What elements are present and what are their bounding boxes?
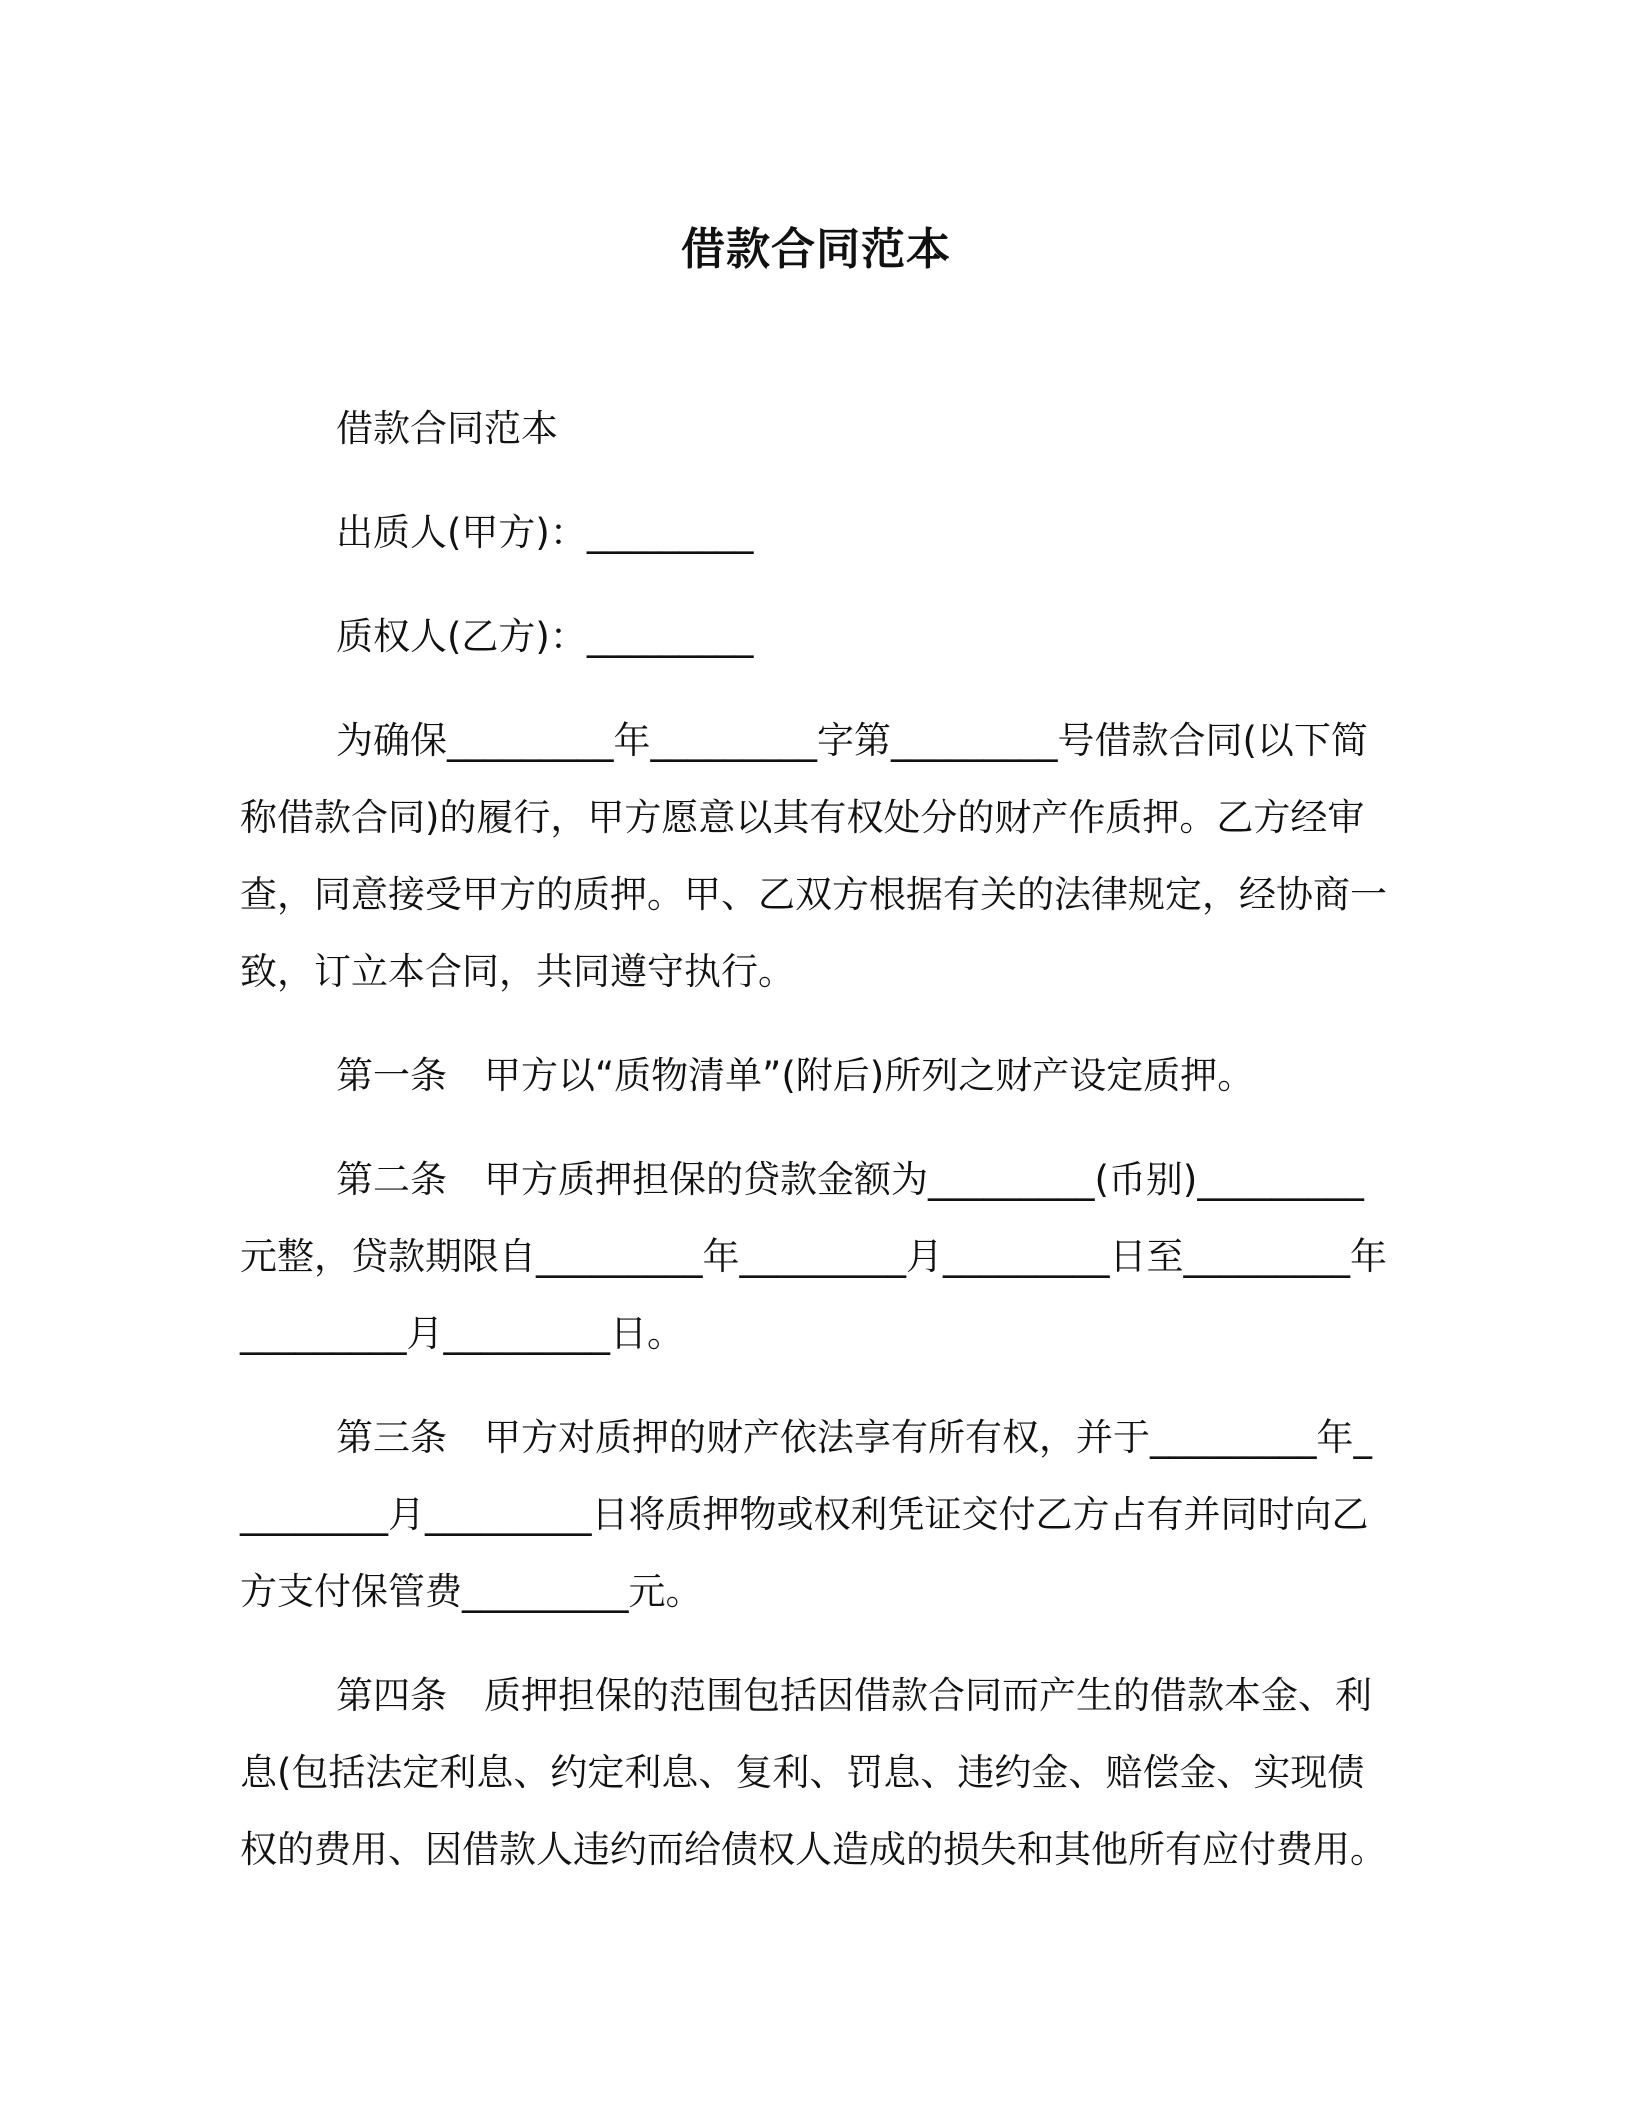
article-number: 第二条 xyxy=(336,1158,447,1201)
article-2 xyxy=(240,1141,1390,1372)
subtitle-paragraph xyxy=(240,390,1390,467)
article-number: 第四条 xyxy=(336,1674,447,1717)
article-4 xyxy=(240,1657,1390,1888)
article-1 xyxy=(240,1037,1390,1114)
article-number: 第一条 xyxy=(336,1054,447,1097)
pledgee-line xyxy=(240,598,1390,675)
article-text: 甲方对质押的财产依法享有所有权，并于_________年_________月_________日将质押物或权利凭证交付乙方占有并同时向乙方支付保管费_________元。 xyxy=(240,1416,1372,1613)
document-body xyxy=(240,390,1390,1915)
paragraph-text: 出质人(甲方)：_________ xyxy=(336,511,754,554)
article-3 xyxy=(240,1399,1390,1630)
article-text: 甲方质押担保的贷款金额为_________(币别)_________元整，贷款期限自_________年_________月_________日至_________年_________月_________日。 xyxy=(240,1158,1387,1355)
article-text: 甲方以“质物清单”(附后)所列之财产设定质押。 xyxy=(484,1054,1255,1097)
preamble-paragraph xyxy=(240,702,1390,1010)
paragraph-text: 质权人(乙方)：_________ xyxy=(336,615,754,658)
article-number: 第三条 xyxy=(336,1416,447,1459)
paragraph-text: 为确保_________年_________字第_________号借款合同(以下简称借款合同)的履行，甲方愿意以其有权处分的财产作质押。乙方经审查，同意接受甲方的质押。甲、乙双方根据有关的法律规定，经协商一致，订立本合同，共同遵守执行。 xyxy=(240,719,1387,993)
document-title: 借款合同范本 xyxy=(681,224,951,275)
pledgor-line xyxy=(240,494,1390,571)
paragraph-text: 借款合同范本 xyxy=(336,407,558,450)
article-text: 质押担保的范围包括因借款合同而产生的借款本金、利息(包括法定利息、约定利息、复利、罚息、违约金、赔偿金、实现债权的费用、因借款人违约而给债权人造成的损失和其他所有应付费用。 xyxy=(240,1674,1387,1871)
